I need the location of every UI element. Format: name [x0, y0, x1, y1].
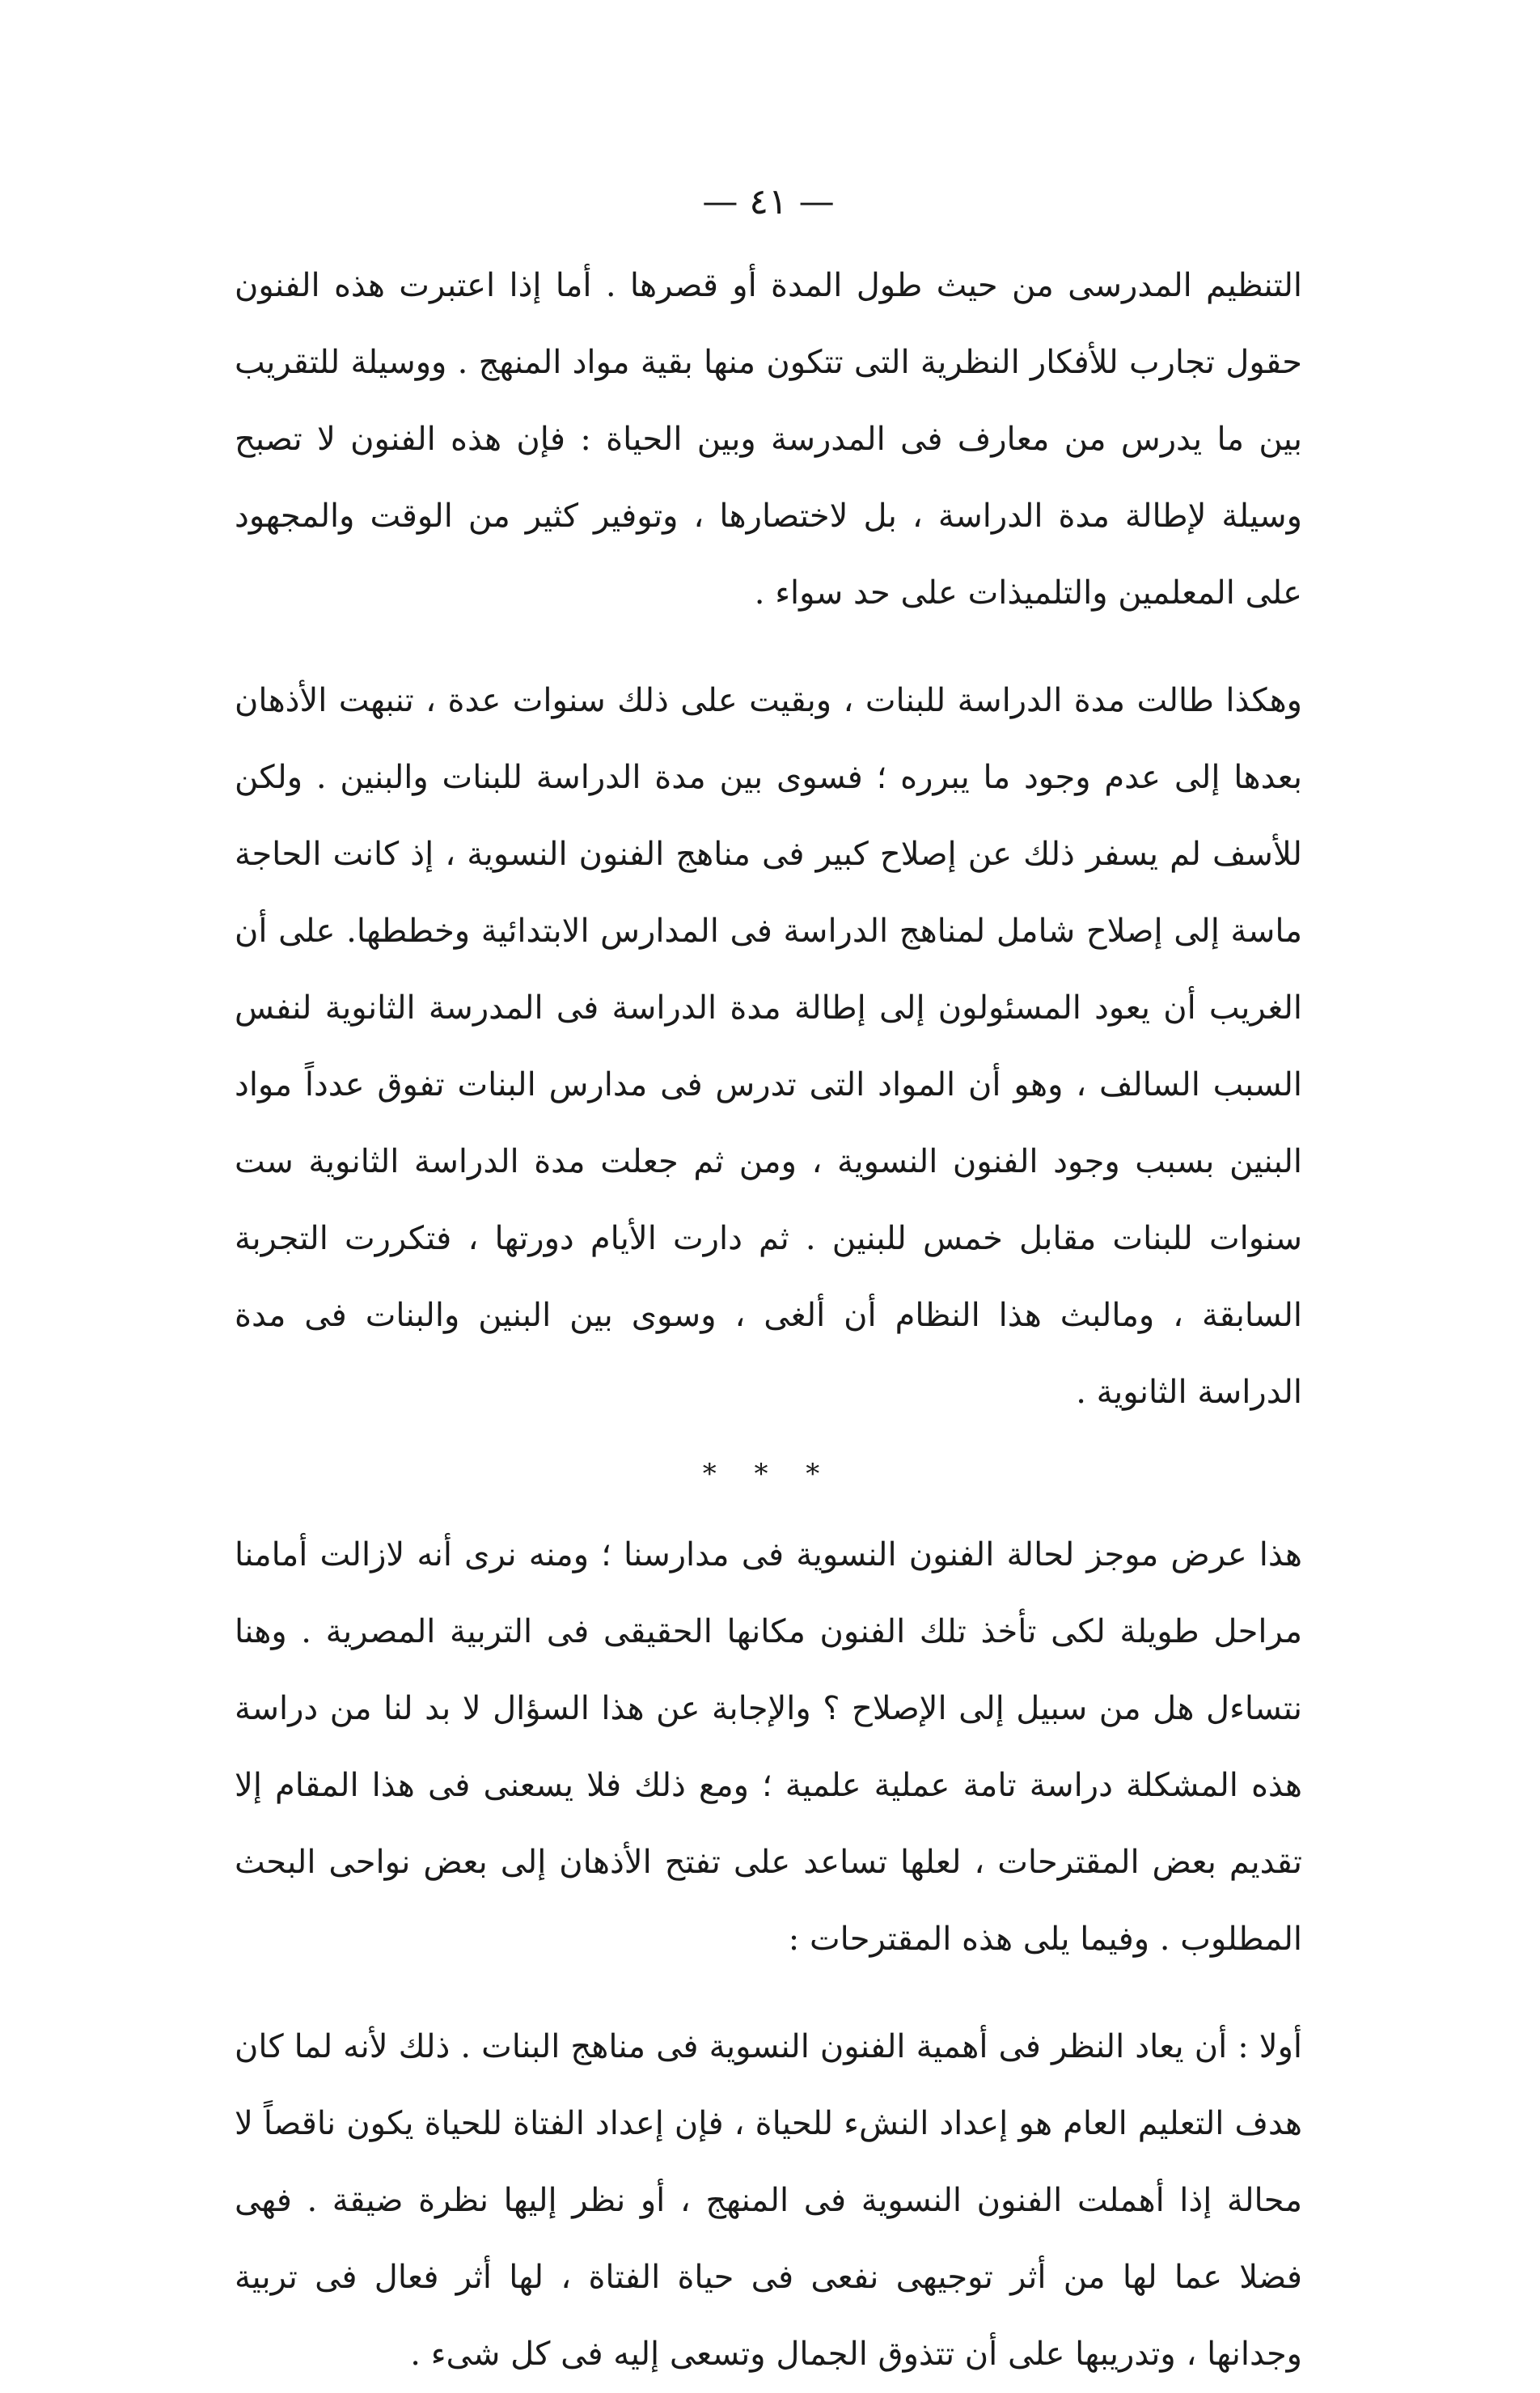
section-separator: * * * — [702, 1458, 835, 1490]
paragraph-3: هذا عرض موجز لحالة الفنون النسوية فى مدارسنا ؛ ومنه نرى أنه لازالت أمامنا مراحل طويلة لكى تأخذ تلك الفنون مكانها الحقيقى فى التربية المصرية . وهنا نتساءل هل من سبيل إلى الإصلاح ؟ والإجابة عن هذا السؤال لا بد لنا من دراسة هذه المشكلة دراسة تامة عملية علمية ؛ ومع ذلك فلا يسعنى فى هذا المقام إلا تقديم بعض المقترحات ، لعلها تساعد على تفتح الأذهان إلى بعض نواحى البحث المطلوب . وفيما يلى هذه المقترحات : — [235, 1536, 1302, 1958]
paragraph-4: أولا : أن يعاد النظر فى أهمية الفنون النسوية فى مناهج البنات . ذلك لأنه لما كان هدف التعليم العام هو إعداد النشء للحياة ، فإن إعداد الفتاة للحياة يكون ناقصاً لا محالة إذا أهملت الفنون النسوية فى المنهج ، أو نظر إليها نظرة ضيقة . فهى فضلا عما لها من أثر توجيهى نفعى فى حياة الفتاة ، لها أثر فعال فى تربية وجدانها ، وتدريبها على أن تتذوق الجمال وتسعى إليه فى كل شىء . — [235, 2028, 1302, 2373]
paragraph-1: التنظيم المدرسى من حيث طول المدة أو قصرها . أما إذا اعتبرت هذه الفنون حقول تجارب للأفكار النظرية التى تتكون منها بقية مواد المنهج . ووسيلة للتقريب بين ما يدرس من معارف فى المدرسة وبين الحياة : فإن هذه الفنون لا تصبح وسيلة لإطالة مدة الدراسة ، بل لاختصارها ، وتوفير كثير من الوقت والمجهود على المعلمين والتلميذات على حد سواء . — [235, 267, 1302, 612]
paragraph-2: وهكذا طالت مدة الدراسة للبنات ، وبقيت على ذلك سنوات عدة ، تنبهت الأذهان بعدها إلى عدم وجود ما يبرره ؛ فسوى بين مدة الدراسة للبنات والبنين . ولكن للأسف لم يسفر ذلك عن إصلاح كبير فى مناهج الفنون النسوية ، إذ كانت الحاجة ماسة إلى إصلاح شامل لمناهج الدراسة فى المدارس الابتدائية وخططها. على أن الغريب أن يعود المسئولون إلى إطالة مدة الدراسة فى المدرسة الثانوية لنفس السبب السالف ، وهو أن المواد التى تدرس فى مدارس البنات تفوق عدداً مواد البنين بسبب وجود الفنون النسوية ، ومن ثم جعلت مدة الدراسة الثانوية ست سنوات للبنات مقابل خمس للبنين . ثم دارت الأيام دورتها ، فتكررت التجربة السابقة ، ومالبث هذا النظام أن ألغى ، وسوى بين البنين والبنات فى مدة الدراسة الثانوية . — [235, 682, 1302, 1411]
document-page — [235, 178, 1302, 2393]
page-number: — ٤١ — — [702, 181, 835, 222]
